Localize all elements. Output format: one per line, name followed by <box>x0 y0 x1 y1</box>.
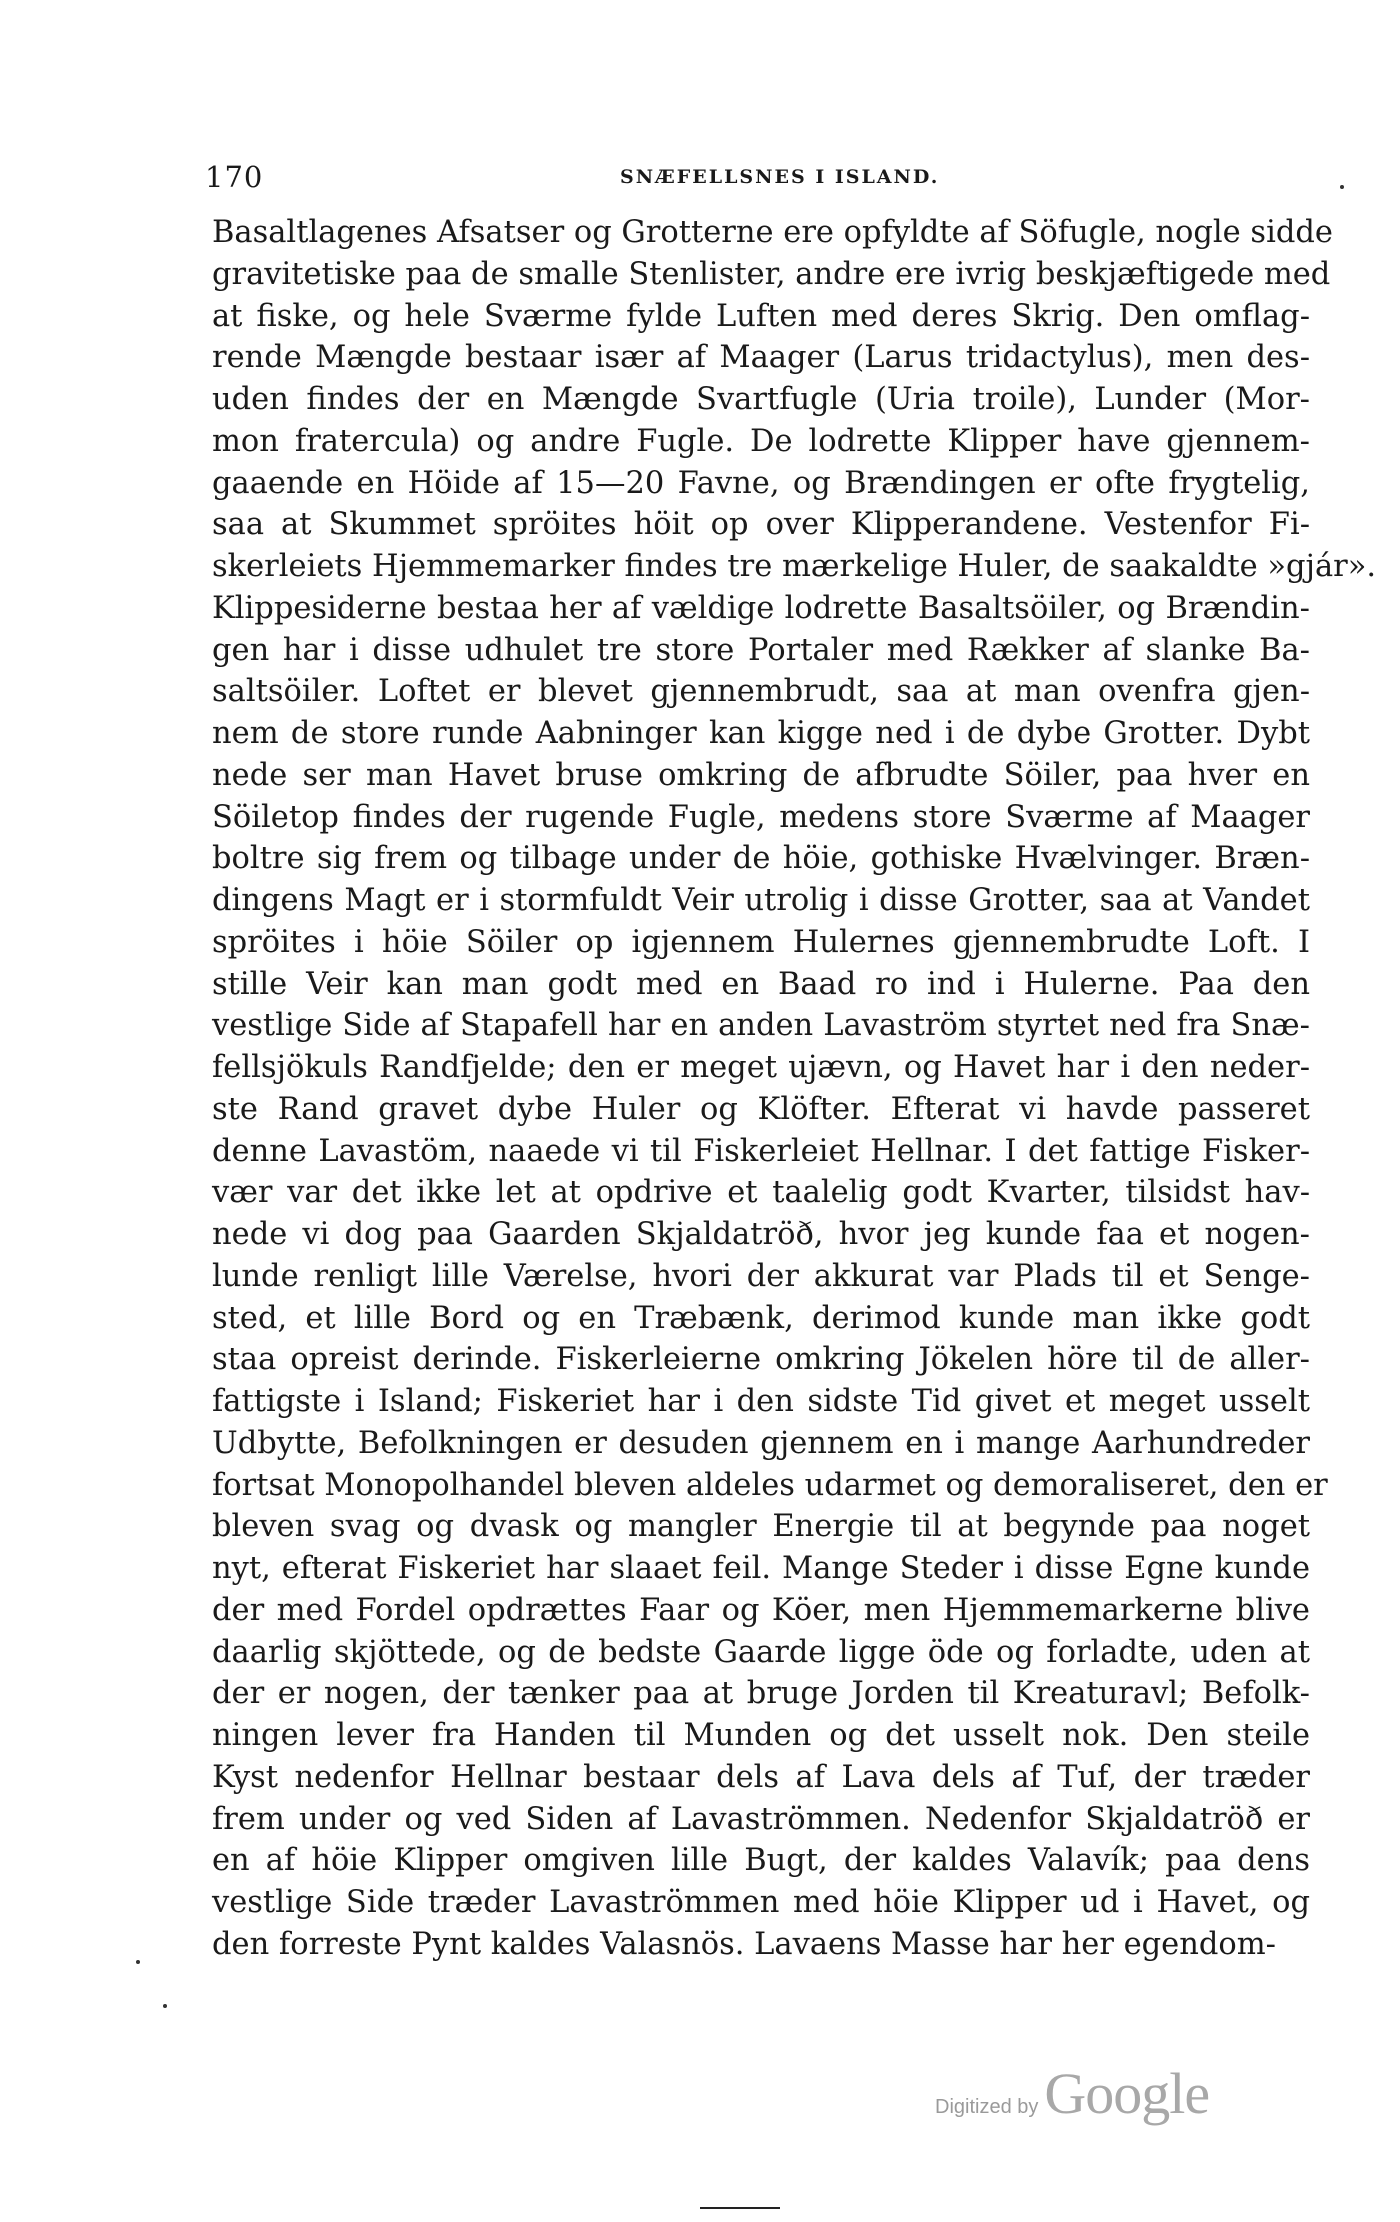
text-line: nem de store runde Aabninger kan kigge ned i de dybe Grotter. Dybt <box>212 716 1310 751</box>
bottom-rule <box>700 2207 780 2209</box>
text-line: denne Lavastöm, naaede vi til Fiskerleiet Hellnar. I det fattige Fisker- <box>212 1133 1310 1169</box>
text-line: nyt, efterat Fiskeriet har slaaet feil. Mange Steder i disse Egne kunde <box>212 1551 1310 1586</box>
text-line: mon fratercula) og andre Fugle. De lodrette Klipper have gjennem- <box>212 423 1310 459</box>
text-line: der er nogen, der tænker paa at bruge Jorden til Kreaturavl; Befolk- <box>212 1676 1310 1712</box>
text-line: gaaende en Höide af 15—20 Favne, og Brændingen er ofte frygtelig, <box>212 465 1310 501</box>
text-line: sted, et lille Bord og en Træbænk, derimod kunde man ikke godt <box>212 1300 1310 1336</box>
text-line: ningen lever fra Handen til Munden og det usselt nok. Den steile <box>212 1718 1310 1753</box>
text-line: nede vi dog paa Gaarden Skjaldatröð, hvor jeg kunde faa et nogen- <box>212 1217 1310 1252</box>
text-line: lunde renligt lille Værelse, hvori der akkurat var Plads til et Senge- <box>212 1258 1310 1294</box>
text-line: rende Mængde bestaar især af Maager (Larus tridactylus), men des- <box>212 340 1310 376</box>
text-line: den forreste Pynt kaldes Valasnös. Lavaens Masse har her egendom- <box>212 1926 1276 1962</box>
text-line: Kyst nedenfor Hellnar bestaar dels af Lava dels af Tuf, der træder <box>212 1759 1310 1795</box>
text-line: der med Fordel opdrættes Faar og Köer, men Hjemmemarkerne blive <box>212 1592 1310 1628</box>
text-line: dingens Magt er i stormfuldt Veir utrolig i disse Grotter, saa at Vandet <box>212 883 1310 918</box>
text-line: stille Veir kan man godt med en Baad ro ind i Hulerne. Paa den <box>212 966 1310 1002</box>
text-line: vestlige Side af Stapafell har en anden Lavaström styrtet ned fra Snæ- <box>212 1008 1310 1044</box>
watermark-prefix: Digitized by <box>935 2096 1039 2118</box>
text-line: at fiske, og hele Sværme fylde Luften med deres Skrig. Den omflag- <box>212 298 1310 334</box>
text-line: vær var det ikke let at opdrive et taalelig godt Kvarter, tilsidst hav- <box>212 1175 1310 1211</box>
google-logo: Google <box>1044 2061 1210 2126</box>
text-line: uden findes der en Mængde Svartfugle (Uria troile), Lunder (Mor- <box>212 382 1310 417</box>
text-line: boltre sig frem og tilbage under de höie, gothiske Hvælvinger. Bræn- <box>212 841 1310 877</box>
text-line: ste Rand gravet dybe Huler og Klöfter. Efterat vi havde passeret <box>212 1091 1310 1127</box>
text-line: Basaltlagenes Afsatser og Grotterne ere opfyldte af Söfugle, nogle sidde <box>212 215 1333 250</box>
text-line: gravitetiske paa de smalle Stenlister, andre ere ivrig beskjæftigede med <box>212 256 1331 292</box>
text-line: fattigste i Island; Fiskeriet har i den sidste Tid givet et meget usselt <box>212 1384 1310 1419</box>
text-line: frem under og ved Siden af Lavaströmmen. Nedenfor Skjaldatröð er <box>212 1801 1310 1837</box>
text-line: en af höie Klipper omgiven lille Bugt, der kaldes Valavík; paa dens <box>212 1843 1310 1879</box>
text-line: fellsjökuls Randfjelde; den er meget ujævn, og Havet har i den neder- <box>212 1050 1310 1085</box>
text-line: spröites i höie Söiler op igjennem Hulernes gjennembrudte Loft. I <box>212 924 1310 960</box>
text-line: fortsat Monopolhandel bleven aldeles udarmet og demoraliseret, den er <box>212 1467 1328 1503</box>
body-text <box>212 212 1377 1966</box>
text-line: skerleiets Hjemmemarker findes tre mærkelige Huler, de saakaldte »gjár». <box>212 549 1377 584</box>
text-line: staa opreist derinde. Fiskerleierne omkring Jökelen höre til de aller- <box>212 1342 1310 1378</box>
text-line: nede ser man Havet bruse omkring de afbrudte Söiler, paa hver en <box>212 757 1310 793</box>
text-line: saa at Skummet spröites höit op over Klipperandene. Vestenfor Fi- <box>212 507 1310 543</box>
text-line: daarlig skjöttede, og de bedste Gaarde ligge öde og forladte, uden at <box>212 1634 1310 1670</box>
text-line: bleven svag og dvask og mangler Energie til at begynde paa noget <box>212 1509 1310 1545</box>
page-number: 170 <box>205 160 264 194</box>
text-line: Klippesiderne bestaa her af vældige lodrette Basaltsöiler, og Brændin- <box>212 590 1310 626</box>
text-line: Udbytte, Befolkningen er desuden gjennem en i mange Aarhundreder <box>212 1425 1310 1461</box>
text-line: Söiletop findes der rugende Fugle, medens store Sværme af Maager <box>212 799 1310 835</box>
text-line: saltsöiler. Loftet er blevet gjennembrudt, saa at man ovenfra gjen- <box>212 674 1310 710</box>
text-line: vestlige Side træder Lavaströmmen med höie Klipper ud i Havet, og <box>212 1885 1310 1920</box>
digitized-watermark <box>935 2060 1209 2127</box>
scan-speck <box>163 2004 167 2008</box>
scan-speck <box>136 1960 140 1964</box>
running-title: SNÆFELLSNES I ISLAND. <box>620 166 940 188</box>
scan-speck <box>1340 185 1344 189</box>
text-line: gen har i disse udhulet tre store Portaler med Rækker af slanke Ba- <box>212 632 1310 668</box>
